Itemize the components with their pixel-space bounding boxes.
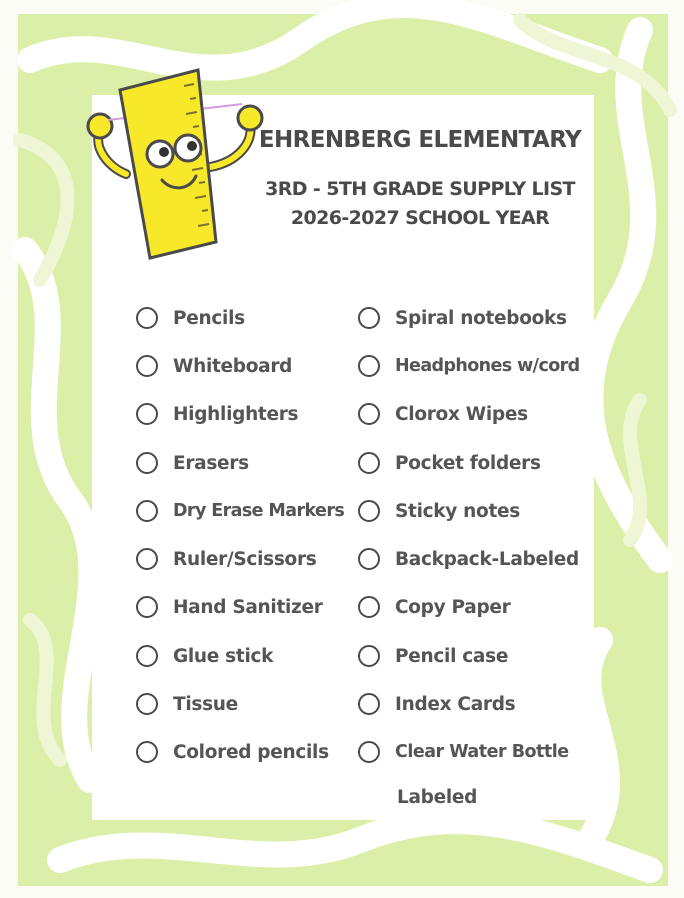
supply-label: Copy Paper — [395, 596, 511, 618]
empty-circle-icon[interactable] — [136, 693, 158, 715]
empty-circle-icon[interactable] — [358, 403, 380, 425]
empty-circle-icon[interactable] — [358, 645, 380, 667]
empty-circle-icon[interactable] — [358, 307, 380, 329]
supply-label: Sticky notes — [395, 500, 520, 522]
supply-label: Highlighters — [173, 403, 299, 425]
list-item[interactable] — [358, 303, 567, 333]
list-item[interactable] — [136, 689, 238, 719]
list-item[interactable] — [136, 496, 344, 526]
supply-label: Tissue — [173, 693, 238, 715]
empty-circle-icon[interactable] — [358, 693, 380, 715]
grade-subtitle: 3RD - 5TH GRADE SUPPLY LIST — [265, 178, 575, 200]
school-year: 2026-2027 SCHOOL YEAR — [290, 207, 550, 229]
supply-label: Clear Water Bottle — [395, 742, 569, 762]
empty-circle-icon[interactable] — [136, 596, 158, 618]
supply-label: Ruler/Scissors — [173, 548, 317, 570]
empty-circle-icon[interactable] — [136, 645, 158, 667]
list-item[interactable] — [136, 737, 329, 767]
empty-circle-icon[interactable] — [136, 500, 158, 522]
list-item[interactable] — [136, 592, 323, 622]
smiling-ruler-icon — [78, 62, 278, 262]
list-item[interactable] — [358, 689, 515, 719]
empty-circle-icon[interactable] — [358, 452, 380, 474]
empty-circle-icon[interactable] — [358, 500, 380, 522]
list-item[interactable] — [136, 641, 273, 671]
list-item[interactable] — [136, 351, 292, 381]
supply-label: Headphones w/cord — [395, 356, 580, 376]
list-item[interactable] — [136, 544, 316, 574]
supply-label: Pencils — [173, 307, 245, 329]
empty-circle-icon[interactable] — [136, 355, 158, 377]
empty-circle-icon[interactable] — [358, 548, 380, 570]
list-item[interactable] — [358, 448, 541, 478]
list-item[interactable] — [136, 399, 298, 429]
empty-circle-icon[interactable] — [136, 741, 158, 763]
list-item[interactable] — [358, 592, 511, 622]
empty-circle-icon[interactable] — [136, 307, 158, 329]
supply-label: Hand Sanitizer — [173, 596, 323, 618]
supply-label: Dry Erase Markers — [173, 501, 345, 521]
list-item[interactable] — [358, 351, 580, 381]
supply-label: Index Cards — [395, 693, 516, 715]
list-item[interactable] — [136, 303, 245, 333]
empty-circle-icon[interactable] — [136, 452, 158, 474]
supply-label: Colored pencils — [173, 741, 329, 763]
supply-label: Whiteboard — [173, 355, 293, 377]
supply-label: Erasers — [173, 452, 249, 474]
empty-circle-icon[interactable] — [358, 741, 380, 763]
supply-label: Pocket folders — [395, 452, 541, 474]
supply-label: Backpack-Labeled — [395, 548, 579, 570]
supply-label: Pencil case — [395, 645, 509, 667]
list-item[interactable] — [136, 448, 249, 478]
empty-circle-icon[interactable] — [136, 548, 158, 570]
list-item[interactable] — [358, 641, 508, 671]
supply-label: Glue stick — [173, 645, 274, 667]
school-title: EHRENBERG ELEMENTARY — [258, 127, 582, 153]
list-item[interactable] — [358, 737, 569, 767]
list-item[interactable] — [358, 544, 579, 574]
list-item[interactable] — [358, 496, 520, 526]
supply-label: Clorox Wipes — [395, 403, 528, 425]
empty-circle-icon[interactable] — [358, 596, 380, 618]
supply-label: Spiral notebooks — [395, 307, 567, 329]
list-item[interactable] — [358, 399, 528, 429]
supply-label-continuation: Labeled — [397, 787, 478, 808]
empty-circle-icon[interactable] — [358, 355, 380, 377]
empty-circle-icon[interactable] — [136, 403, 158, 425]
